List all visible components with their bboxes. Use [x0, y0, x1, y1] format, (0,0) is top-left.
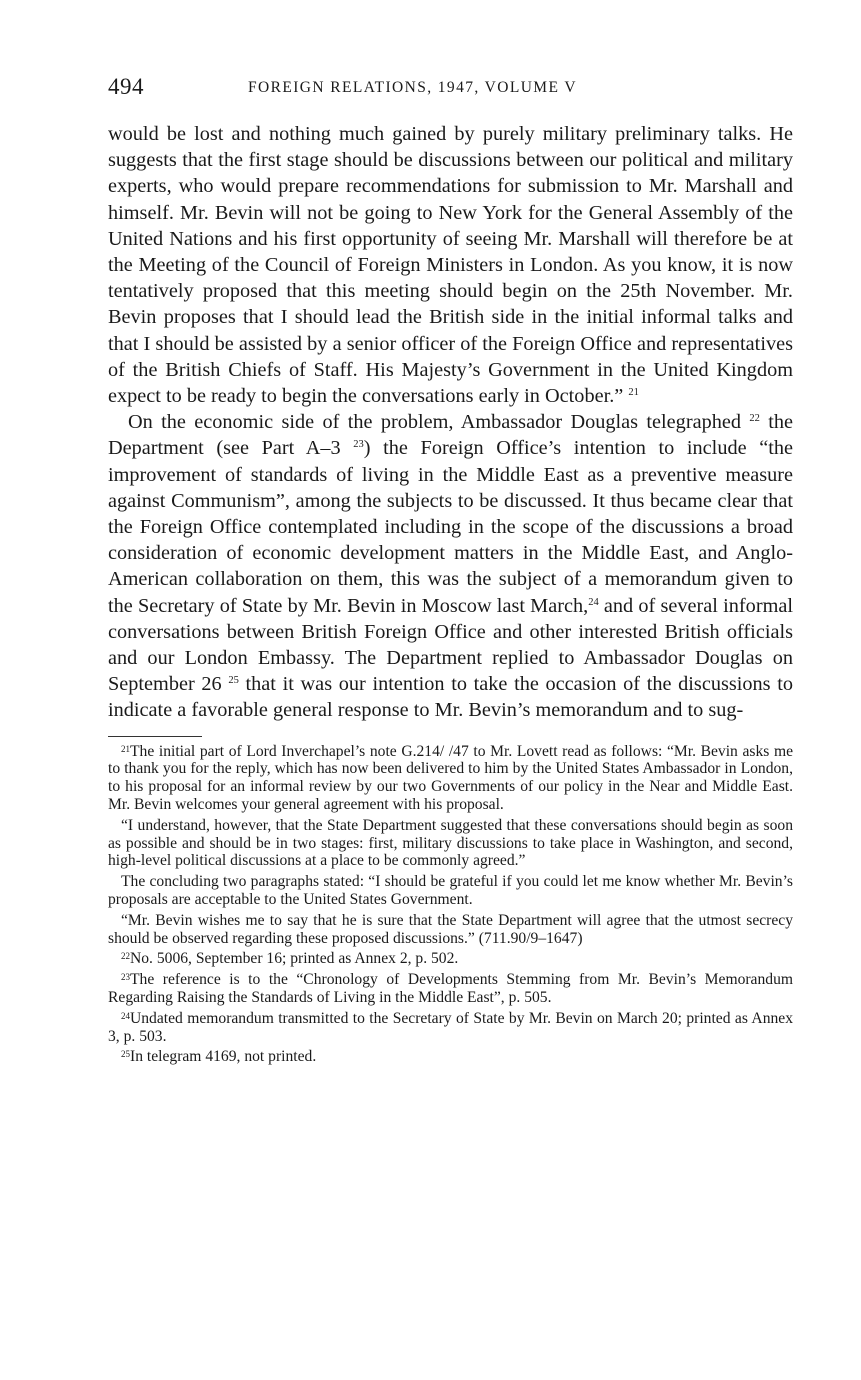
footnote-mark: 24 — [121, 1010, 130, 1021]
footnote-21-continued — [108, 817, 793, 870]
footnote-text: No. 5006, September 16; printed as Annex 2, p. 502. — [130, 950, 459, 968]
footnote-21-continued — [108, 873, 793, 909]
footnote-text: The initial part of Lord Inverchapel’s note G.214/ /47 to Mr. Lovett read as follows: “Mr. Bevin asks me to thank you for the reply, which has now been delivered to him by the United States Ambassador in London, to his proposal for an informal review by our two Governments of our policy in the Near and Middle East. Mr. Bevin welcomes your general agreement with his proposal. — [108, 742, 793, 814]
footnote-text: “Mr. Bevin wishes me to say that he is sure that the State Department will agree that the utmost secrecy should be observed regarding these proposed discussions.” (711.90/9–1647) — [108, 911, 793, 947]
paragraph-text: would be lost and nothing much gained by purely military preliminary talks. He suggests that the first stage should be discussions between our political and military experts, who would prepare recommendations for submission to Mr. Marshall and himself. Mr. Bevin will not be going to New York for the General Assembly of the United Nations and his first opportunity of seeing Mr. Marshall will therefore be at the Meeting of the Council of Foreign Ministers in London. As you know, it is now tentatively proposed that this meeting should begin on the 25th November. Mr. Bevin proposes that I should lead the British side in the initial informal talks and that I should be assisted by a senior officer of the Foreign Office and representatives of the British Chiefs of Staff. His Majesty’s Government in the United Kingdom expect to be ready to begin the conversations early in October.” — [108, 123, 793, 408]
page-header — [108, 72, 793, 108]
paragraph-text: the Department (see Part A–3 — [108, 411, 793, 460]
page-number: 494 — [108, 74, 144, 99]
footnote-mark: 21 — [121, 743, 130, 754]
footnote-text: “I understand, however, that the State Department suggested that these conversations should begin as soon as possible and should be in two stages: first, military discussions to take place in Washington, and second, high-level political discussions at a place to be commonly agreed.” — [108, 816, 793, 870]
footnote-mark: 23 — [121, 972, 130, 983]
footnote-text: The reference is to the “Chronology of Developments Stemming from Mr. Bevin’s Memorandum Regarding Raising the Standards of Living in the Middle East”, p. 505. — [108, 971, 793, 1007]
footnote-21 — [108, 743, 793, 814]
footnote-ref-23[interactable]: 23 — [353, 439, 364, 451]
footnote-mark: 25 — [121, 1049, 130, 1060]
footnote-25 — [108, 1048, 793, 1066]
body-text — [108, 121, 793, 724]
footnote-mark: 22 — [121, 951, 130, 962]
paragraph-text: On the economic side of the problem, Ambassador Douglas telegraphed — [128, 411, 741, 434]
footnote-text: The concluding two paragraphs stated: “I should be grateful if you could let me know whether Mr. Bevin’s proposals are acceptable to the United States Government. — [108, 873, 793, 909]
footnote-text: Undated memorandum transmitted to the Secretary of State by Mr. Bevin on March 20; printed as Annex 3, p. 503. — [108, 1009, 793, 1045]
footnote-text: In telegram 4169, not printed. — [130, 1048, 317, 1066]
footnote-divider — [108, 736, 202, 737]
footnote-ref-24[interactable]: 24 — [588, 596, 599, 608]
paragraph-text: that it was our intention to take the occasion of the discussions to indicate a favorable general response to Mr. Bevin’s memorandum and to sug- — [108, 673, 793, 722]
footnote-ref-25[interactable]: 25 — [228, 675, 239, 687]
footnote-23 — [108, 971, 793, 1007]
footnote-21-continued — [108, 912, 793, 948]
footnote-24 — [108, 1010, 793, 1046]
page-content — [108, 72, 793, 1069]
paragraph-text: ) the Foreign Office’s intention to include “the improvement of standards of living in the Middle East as a preventive measure against Communism”, among the subjects to be discussed. It thus became clear that the Foreign Office contemplated including in the scope of the discussions a broad consideration of economic development matters in the Middle East, and Anglo-American collaboration on them, this was the subject of a memorandum given to the Secretary of State by Mr. Bevin in Moscow last March, — [108, 437, 793, 617]
footnote-ref-22[interactable]: 22 — [749, 413, 760, 425]
body-paragraph-2 — [108, 409, 793, 723]
footnote-22 — [108, 950, 793, 968]
running-head: FOREIGN RELATIONS, 1947, VOLUME V — [248, 79, 577, 96]
paragraph-text: and of several informal conversations between British Foreign Office and other interested British officials and our London Embassy. The Department replied to Ambassador Douglas on September 26 — [108, 594, 793, 696]
body-paragraph-1 — [108, 121, 793, 409]
footnotes — [108, 743, 793, 1067]
footnote-ref-21[interactable]: 21 — [628, 387, 639, 399]
